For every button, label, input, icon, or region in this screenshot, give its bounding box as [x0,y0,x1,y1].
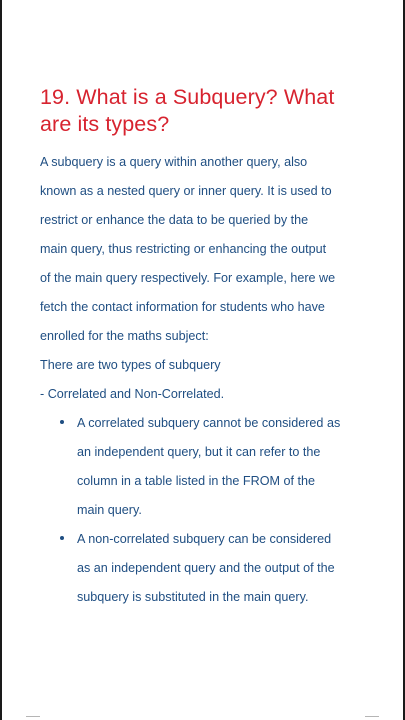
subquery-types-list [40,409,380,612]
page-title [40,84,380,138]
intro-paragraph [40,148,380,351]
document-page [40,84,380,612]
list-item [40,525,380,612]
intro-line: fetch the contact information for students who have [40,300,325,314]
intro-line: A subquery is a query within another query, also [40,155,308,169]
bullet-line: A non-correlated subquery can be considered [77,532,332,546]
list-item [40,409,380,525]
title-line-1: 19. What is a Subquery? What [40,85,335,109]
intro-line: known as a nested query or inner query. It is used to [40,184,332,198]
bullet-line: an independent query, but it can refer to the [77,445,321,459]
bullet-line: as an independent query and the output of the [77,561,335,575]
intro-line: restrict or enhance the data to be queried by the [40,213,309,227]
types-intro-line: There are two types of subquery [40,358,221,372]
intro-line: main query, thus restricting or enhancing the output [40,242,327,256]
types-list-line: - Correlated and Non-Correlated. [40,387,225,401]
bullet-line: A correlated subquery cannot be considered as [77,416,341,430]
bullet-line: column in a table listed in the FROM of the [77,474,315,488]
intro-line: enrolled for the maths subject: [40,329,209,343]
types-paragraph [40,351,380,409]
bullet-line: main query. [77,503,142,517]
intro-line: of the main query respectively. For example, here we [40,271,336,285]
corner-mark-left [26,716,40,720]
bullet-dot-icon [60,536,64,540]
bullet-dot-icon [60,420,64,424]
bullet-line: subquery is substituted in the main query. [77,590,309,604]
corner-mark-right [365,716,379,720]
title-line-2: are its types? [40,112,170,136]
